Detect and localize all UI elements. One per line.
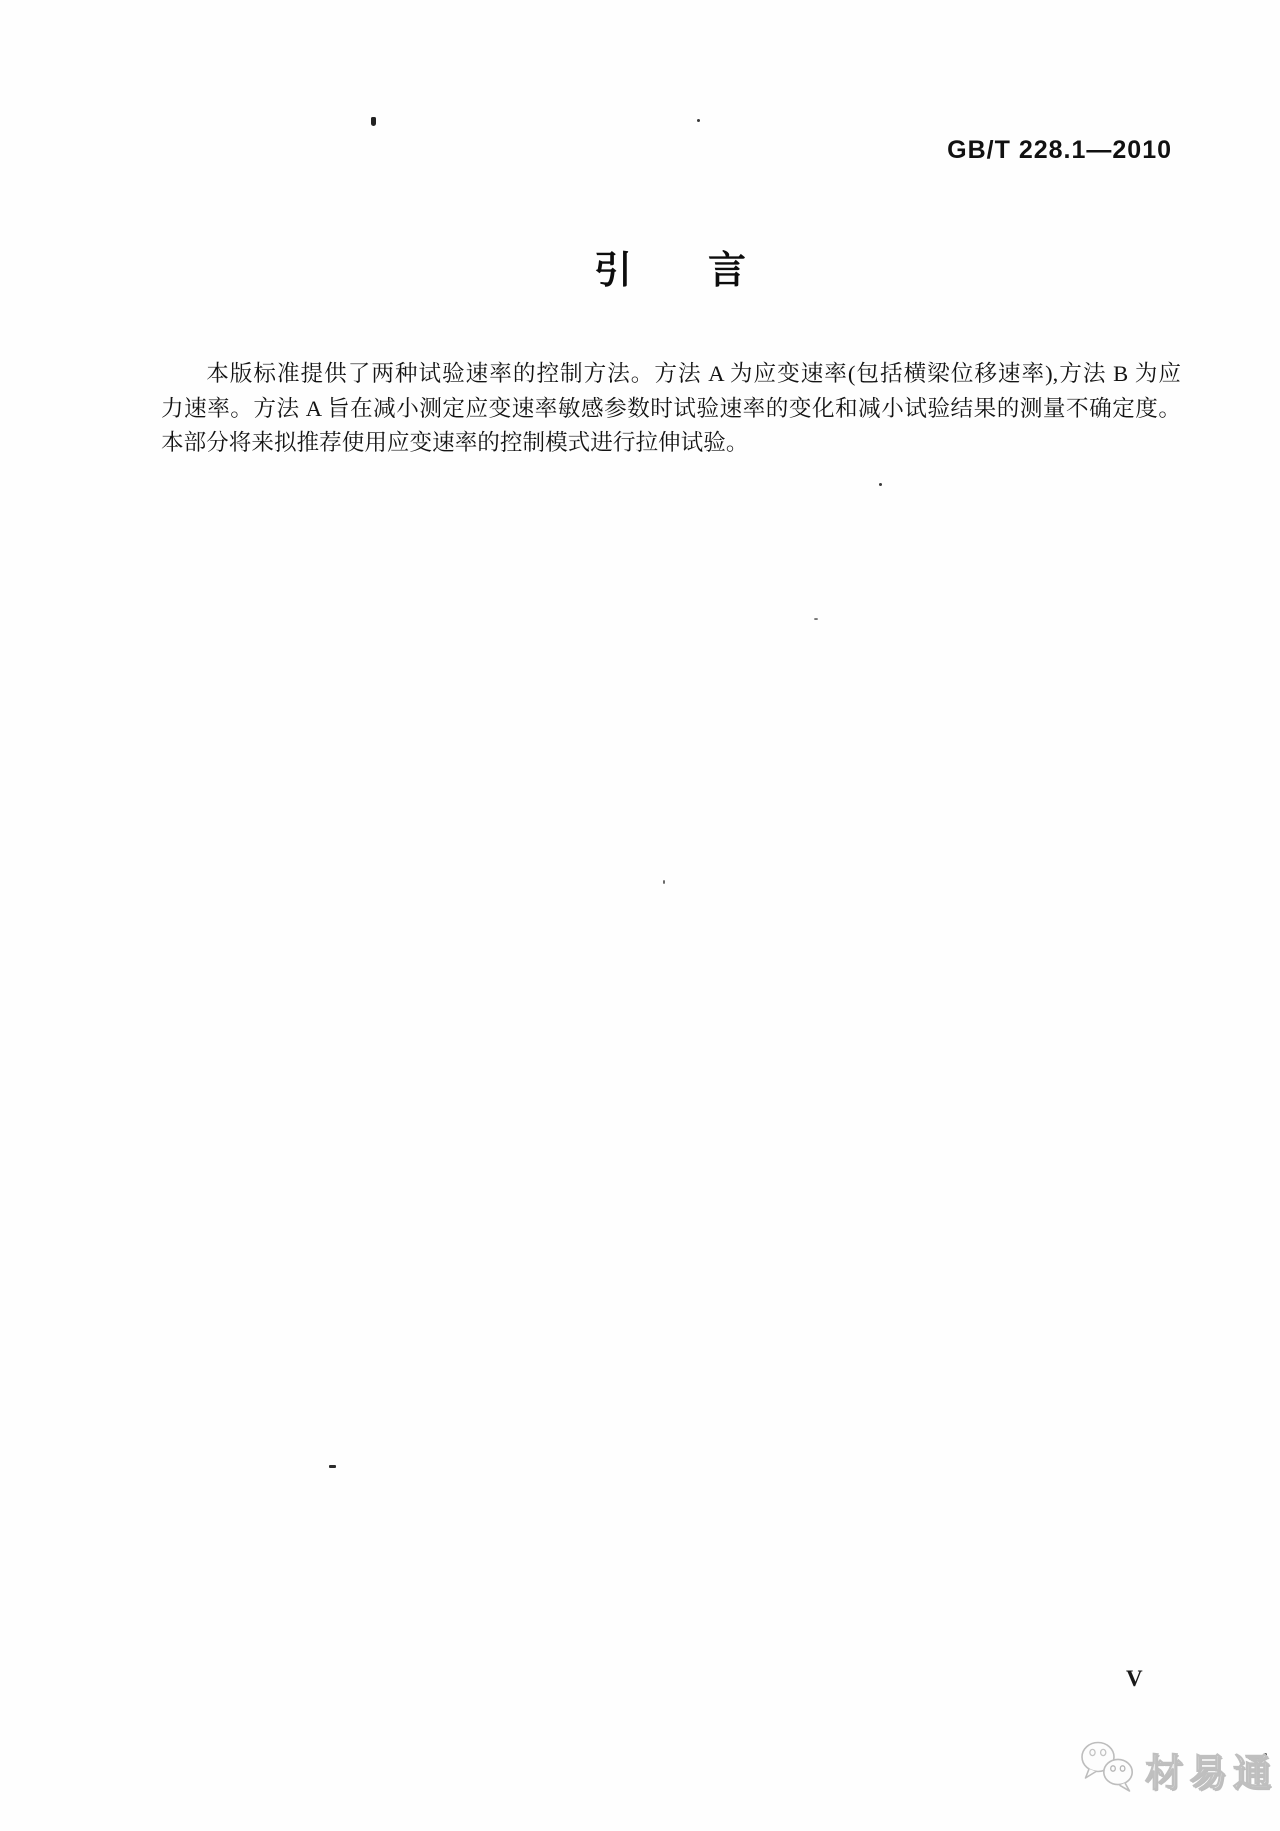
intro-paragraph-line: 本版标准提供了两种试验速率的控制方法。方法 A 为应变速率(包括横梁位移速率),方法 B 为应	[206, 361, 1181, 386]
scan-speck	[371, 117, 376, 126]
page-title: 引 言	[593, 250, 746, 292]
watermark-text: 材易通	[1145, 1753, 1278, 1795]
wechat-bubbles-icon	[1078, 1739, 1138, 1800]
scan-speck	[663, 880, 665, 884]
scan-speck	[879, 483, 882, 486]
scan-speck	[329, 1465, 336, 1468]
intro-paragraph-line: 力速率。方法 A 旨在减小测定应变速率敏感参数时试验速率的变化和减小试验结果的测量不确定度。	[161, 395, 1181, 421]
scan-speck	[814, 618, 818, 620]
watermark	[1078, 1739, 1277, 1800]
page-number: V	[1126, 1666, 1143, 1691]
standard-code: GB/T 228.1—2010	[947, 136, 1172, 164]
intro-paragraph-line: 本部分将来拟推荐使用应变速率的控制模式进行拉伸试验。	[161, 430, 749, 456]
scan-speck	[697, 119, 700, 122]
intro-paragraph	[161, 357, 1181, 461]
